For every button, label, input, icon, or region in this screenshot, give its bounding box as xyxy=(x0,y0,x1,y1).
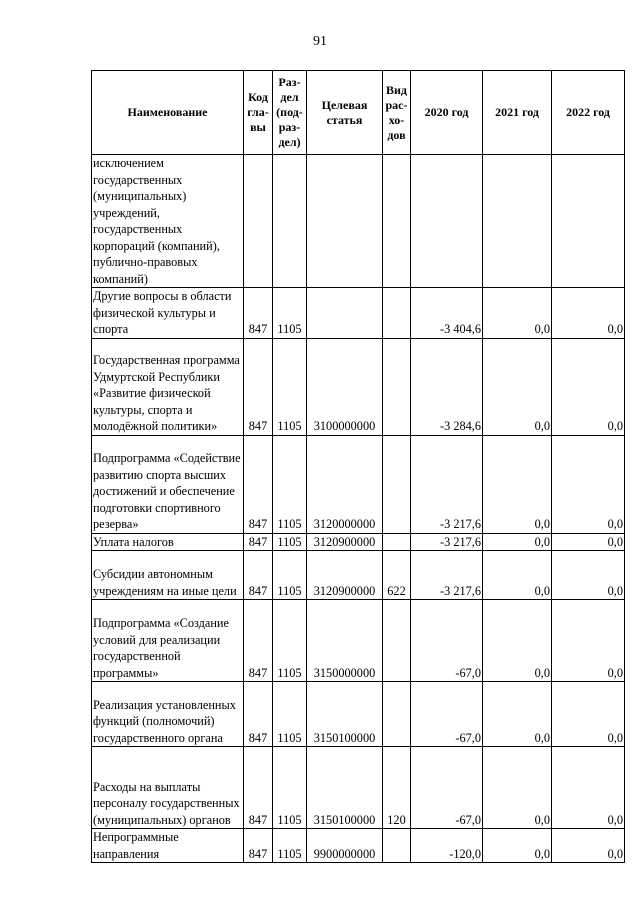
cell-y2021: 0,0 xyxy=(483,600,552,682)
header-name: Наименование xyxy=(92,71,244,155)
table-row xyxy=(92,747,625,829)
cell-target: 3150100000 xyxy=(307,747,383,829)
budget-table xyxy=(91,70,625,863)
cell-y2022: 0,0 xyxy=(552,533,625,551)
cell-y2020 xyxy=(411,155,483,288)
cell-section: 1105 xyxy=(273,435,307,533)
cell-y2020: -120,0 xyxy=(411,829,483,863)
cell-code: 847 xyxy=(244,829,273,863)
table-row xyxy=(92,551,625,600)
cell-y2020: -67,0 xyxy=(411,747,483,829)
cell-name: Другие вопросы в области физической культуры и спорта xyxy=(92,288,244,339)
table-row xyxy=(92,435,625,533)
cell-y2020: -67,0 xyxy=(411,682,483,747)
header-2022: 2022 год xyxy=(552,71,625,155)
cell-target: 3120900000 xyxy=(307,551,383,600)
header-target: Целевая статья xyxy=(307,71,383,155)
cell-y2021: 0,0 xyxy=(483,288,552,339)
cell-section: 1105 xyxy=(273,600,307,682)
cell-name: Непрограммные направления xyxy=(92,829,244,863)
cell-y2022: 0,0 xyxy=(552,829,625,863)
cell-y2021: 0,0 xyxy=(483,829,552,863)
cell-name: исключением государственных (муниципальных) учреждений, государственных корпораций (компаний), публично-правовых компаний) xyxy=(92,155,244,288)
cell-target xyxy=(307,288,383,339)
cell-y2021: 0,0 xyxy=(483,533,552,551)
cell-target: 9900000000 xyxy=(307,829,383,863)
cell-type xyxy=(383,600,411,682)
cell-name: Субсидии автономным учреждениям на иные цели xyxy=(92,551,244,600)
cell-y2022: 0,0 xyxy=(552,338,625,435)
cell-type: 622 xyxy=(383,551,411,600)
cell-section: 1105 xyxy=(273,533,307,551)
cell-code: 847 xyxy=(244,288,273,339)
cell-name: Подпрограмма «Создание условий для реализации государственной программы» xyxy=(92,600,244,682)
cell-y2021: 0,0 xyxy=(483,551,552,600)
cell-code: 847 xyxy=(244,600,273,682)
table-row xyxy=(92,600,625,682)
cell-y2021 xyxy=(483,155,552,288)
cell-y2020: -3 217,6 xyxy=(411,533,483,551)
table-header-row xyxy=(92,71,625,155)
cell-section: 1105 xyxy=(273,288,307,339)
cell-y2021: 0,0 xyxy=(483,435,552,533)
cell-code: 847 xyxy=(244,551,273,600)
cell-y2020: -3 284,6 xyxy=(411,338,483,435)
cell-y2022: 0,0 xyxy=(552,288,625,339)
table-row xyxy=(92,533,625,551)
cell-name: Подпрограмма «Содействие развитию спорта высших достижений и обеспечение подготовки спортивного резерва» xyxy=(92,435,244,533)
cell-code: 847 xyxy=(244,533,273,551)
cell-y2021: 0,0 xyxy=(483,338,552,435)
cell-y2020: -67,0 xyxy=(411,600,483,682)
cell-type xyxy=(383,682,411,747)
cell-y2022: 0,0 xyxy=(552,435,625,533)
cell-type xyxy=(383,435,411,533)
cell-type: 120 xyxy=(383,747,411,829)
cell-section: 1105 xyxy=(273,682,307,747)
header-2021: 2021 год xyxy=(483,71,552,155)
cell-name: Расходы на выплаты персоналу государственных (муниципальных) органов xyxy=(92,747,244,829)
table-row xyxy=(92,155,625,288)
cell-y2022 xyxy=(552,155,625,288)
cell-code: 847 xyxy=(244,747,273,829)
cell-type xyxy=(383,829,411,863)
cell-name: Уплата налогов xyxy=(92,533,244,551)
cell-y2020: -3 217,6 xyxy=(411,551,483,600)
cell-code xyxy=(244,155,273,288)
cell-y2022: 0,0 xyxy=(552,551,625,600)
header-code: Код гла- вы xyxy=(244,71,273,155)
cell-target: 3120000000 xyxy=(307,435,383,533)
cell-type xyxy=(383,288,411,339)
page-number: 91 xyxy=(313,34,327,49)
header-section: Раз- дел (под- раз- дел) xyxy=(273,71,307,155)
cell-target: 3100000000 xyxy=(307,338,383,435)
table-row xyxy=(92,338,625,435)
cell-type xyxy=(383,533,411,551)
cell-code: 847 xyxy=(244,435,273,533)
cell-code: 847 xyxy=(244,338,273,435)
cell-y2022: 0,0 xyxy=(552,747,625,829)
cell-type xyxy=(383,338,411,435)
cell-y2021: 0,0 xyxy=(483,747,552,829)
cell-type xyxy=(383,155,411,288)
cell-target: 3120900000 xyxy=(307,533,383,551)
cell-section xyxy=(273,155,307,288)
cell-y2020: -3 404,6 xyxy=(411,288,483,339)
cell-name: Государственная программа Удмуртской Республики «Развитие физической культуры, спорта и молодёжной политики» xyxy=(92,338,244,435)
cell-y2022: 0,0 xyxy=(552,600,625,682)
cell-section: 1105 xyxy=(273,551,307,600)
table-row xyxy=(92,288,625,339)
table-row xyxy=(92,829,625,863)
cell-section: 1105 xyxy=(273,747,307,829)
cell-section: 1105 xyxy=(273,829,307,863)
cell-code: 847 xyxy=(244,682,273,747)
table-row xyxy=(92,682,625,747)
cell-target: 3150100000 xyxy=(307,682,383,747)
cell-y2021: 0,0 xyxy=(483,682,552,747)
cell-section: 1105 xyxy=(273,338,307,435)
cell-name: Реализация установленных функций (полномочий) государственного органа xyxy=(92,682,244,747)
header-type: Вид рас- хо- дов xyxy=(383,71,411,155)
cell-y2022: 0,0 xyxy=(552,682,625,747)
header-2020: 2020 год xyxy=(411,71,483,155)
cell-y2020: -3 217,6 xyxy=(411,435,483,533)
cell-target xyxy=(307,155,383,288)
cell-target: 3150000000 xyxy=(307,600,383,682)
